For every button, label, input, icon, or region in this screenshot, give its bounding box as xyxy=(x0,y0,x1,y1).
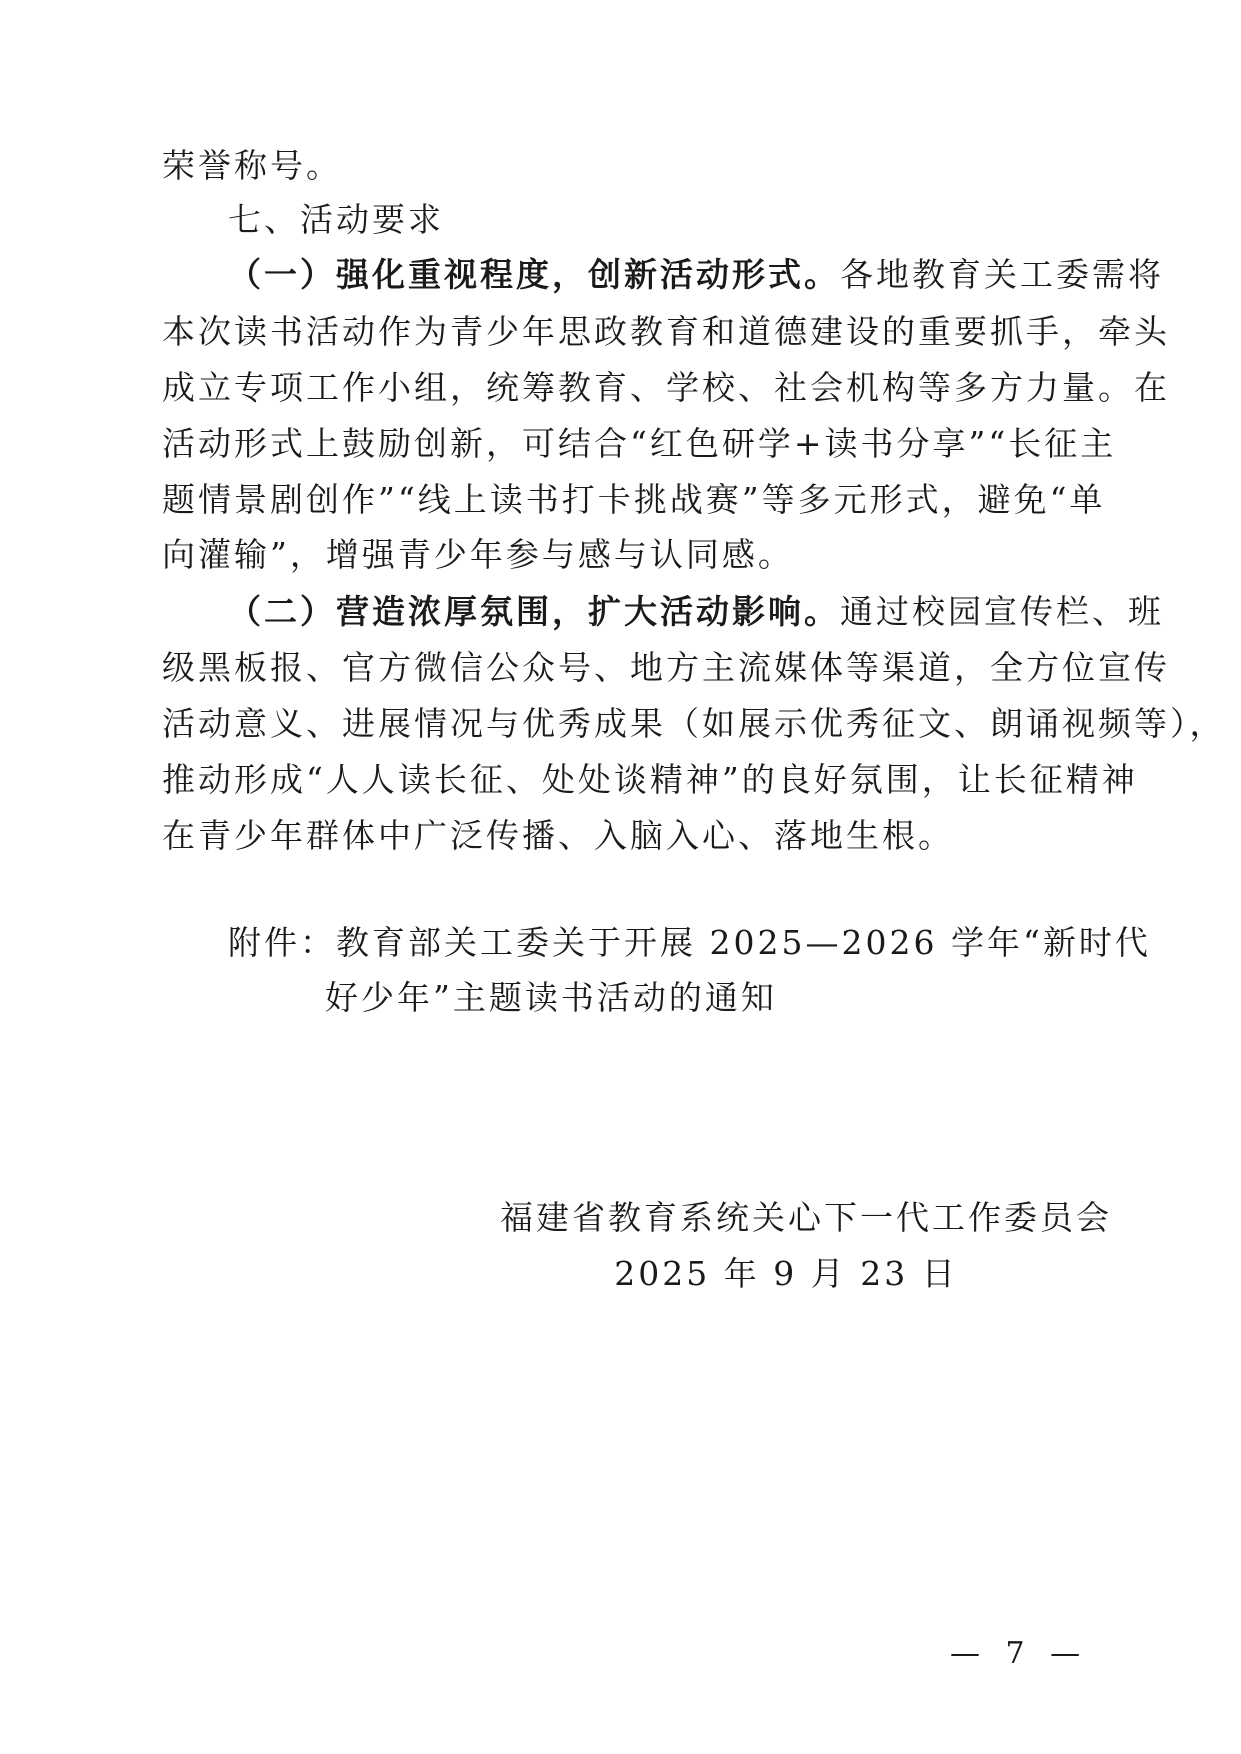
body-line: 题情景剧创作”“线上读书打卡挑战赛”等多元形式，避免“单 xyxy=(162,480,1106,519)
page-number: — 7 — xyxy=(950,1636,1089,1671)
subsection-2-first-line: （二）营造浓厚氛围，扩大活动影响。通过校园宣传栏、班 xyxy=(228,592,1164,631)
body-line: 推动形成“人人读长征、处处谈精神”的良好氛围，让长征精神 xyxy=(162,760,1138,799)
subsection-1-first-line: （一）强化重视程度，创新活动形式。各地教育关工委需将 xyxy=(228,255,1164,294)
body-line: 活动形式上鼓励创新，可结合“红色研学+读书分享”“长征主 xyxy=(162,424,1117,463)
attachment-line-1: 附件：教育部关工委关于开展 2025—2026 学年“新时代 xyxy=(228,923,1151,962)
body-line: 成立专项工作小组，统筹教育、学校、社会机构等多方力量。在 xyxy=(162,368,1170,407)
attachment-line-2: 好少年”主题读书活动的通知 xyxy=(325,978,777,1017)
body-line: 向灌输”，增强青少年参与感与认同感。 xyxy=(162,535,794,574)
section-heading: 七、活动要求 xyxy=(228,200,444,239)
body-line-1: 荣誉称号。 xyxy=(162,146,342,185)
body-line: 活动意义、进展情况与优秀成果（如展示优秀征文、朗诵视频等）， xyxy=(162,704,1226,743)
subsection-1-heading: （一）强化重视程度，创新活动形式。 xyxy=(228,255,840,294)
body-line: 在青少年群体中广泛传播、入脑入心、落地生根。 xyxy=(162,816,954,855)
body-line: 级黑板报、官方微信公众号、地方主流媒体等渠道，全方位宣传 xyxy=(162,648,1170,687)
signature-date: 2025 年 9 月 23 日 xyxy=(614,1254,958,1293)
subsection-2-heading: （二）营造浓厚氛围，扩大活动影响。 xyxy=(228,592,840,631)
body-line: 本次读书活动作为青少年思政教育和道德建设的重要抓手，牵头 xyxy=(162,312,1170,351)
signature-organization: 福建省教育系统关心下一代工作委员会 xyxy=(500,1198,1112,1237)
